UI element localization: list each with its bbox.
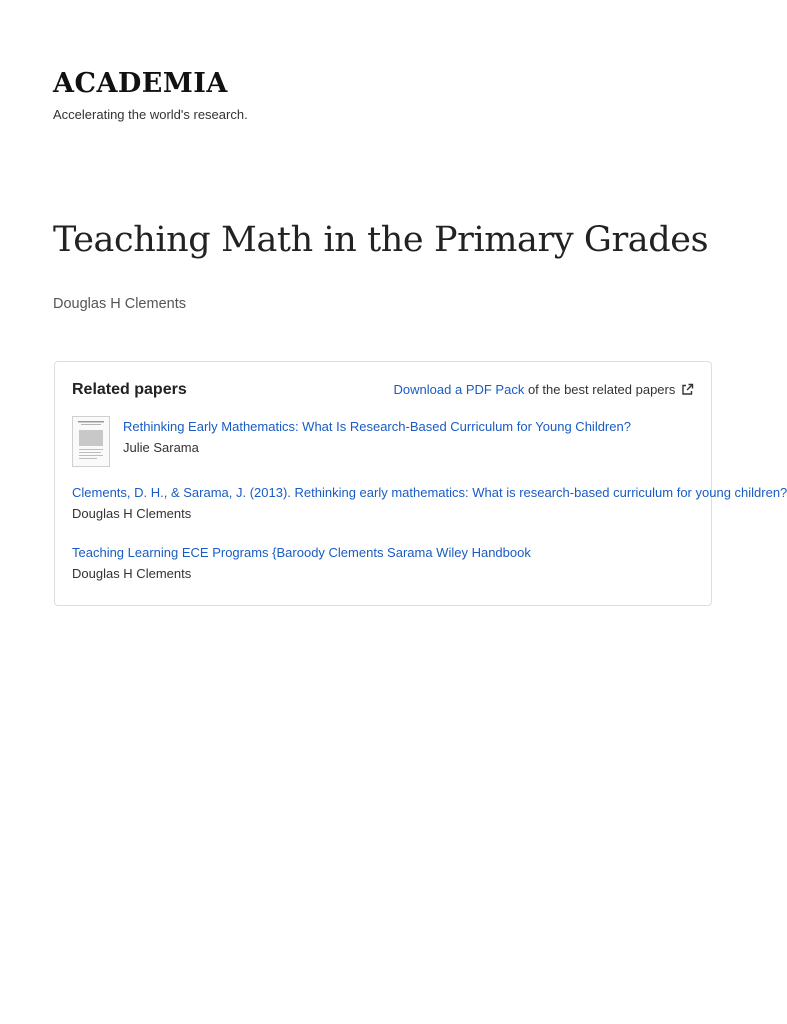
document-title: Teaching Math in the Primary Grades [53,220,709,260]
paper-thumbnail[interactable] [72,416,110,467]
related-paper-item [72,484,787,523]
related-papers-panel [54,361,787,606]
related-paper-item [72,544,694,583]
tagline: Accelerating the world's research. [53,107,248,122]
related-papers-heading: Related papers [72,381,187,398]
related-paper-item [72,416,694,472]
related-paper-title-link[interactable]: Rethinking Early Mathematics: What Is Research-Based Curriculum for Young Children? [123,419,631,434]
external-link-icon[interactable] [681,383,694,401]
related-paper-title-link[interactable]: Teaching Learning ECE Programs {Baroody Clements Sarama Wiley Handbook [72,545,531,560]
pdf-pack-suffix: of the best related papers [524,382,676,397]
pdf-pack-line [394,381,694,401]
related-paper-author: Douglas H Clements [72,566,192,581]
academia-logo[interactable]: ACADEMIA [53,68,228,99]
related-paper-author: Julie Sarama [123,440,199,455]
document-author: Douglas H Clements [53,296,186,312]
download-pdf-pack-link[interactable]: Download a PDF Pack [393,382,525,397]
related-paper-author: Douglas H Clements [72,506,192,521]
related-paper-title-link[interactable]: Clements, D. H., & Sarama, J. (2013). Rethinking early mathematics: What is research-based curriculum for young children? [72,485,787,500]
